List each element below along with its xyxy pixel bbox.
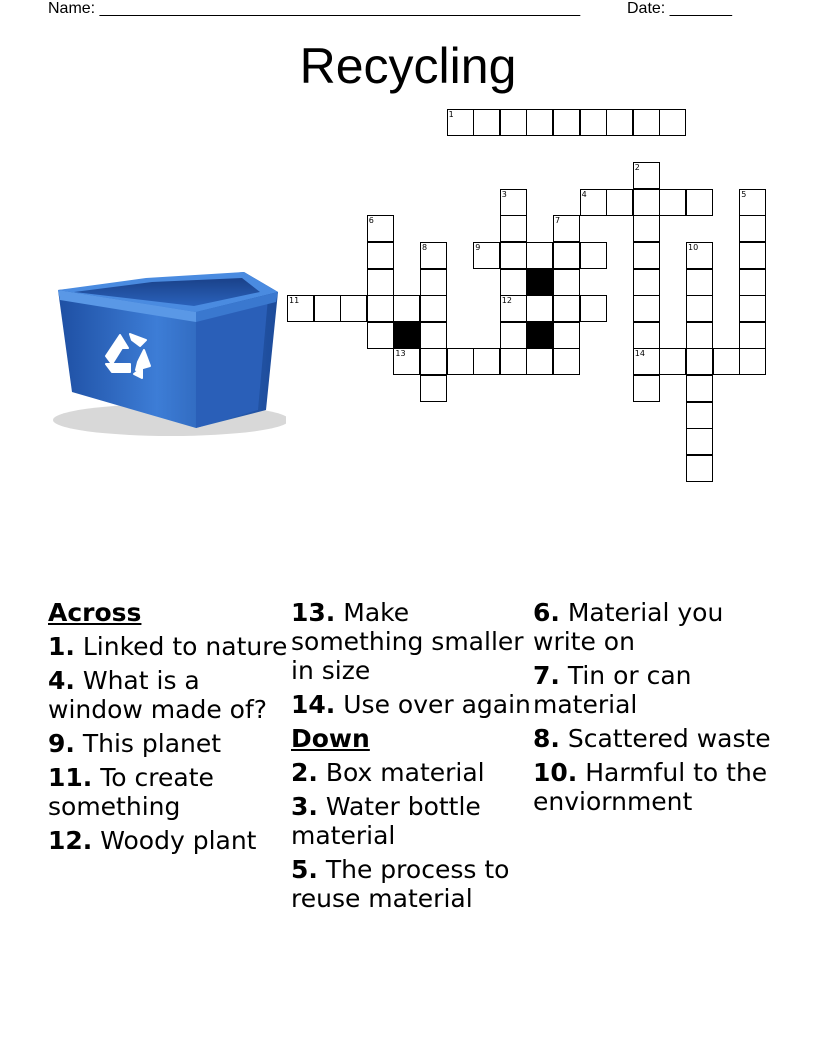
name-line: ______________________________________________________ (99, 0, 581, 17)
clue-across-11: 11. To create something (48, 763, 214, 821)
answer-cell[interactable] (739, 189, 766, 216)
answer-cell[interactable] (686, 348, 713, 375)
answer-cell[interactable] (633, 109, 660, 136)
clue-down-6: 6. Material you write on (533, 598, 724, 656)
answer-cell[interactable] (686, 455, 713, 482)
answer-cell[interactable] (340, 295, 367, 322)
clue-number: 4 (581, 189, 587, 199)
answer-cell[interactable] (633, 242, 660, 269)
clue-across-12: 12. Woody plant (48, 826, 257, 855)
answer-cell[interactable] (393, 348, 420, 375)
answer-cell[interactable] (686, 269, 713, 296)
answer-cell[interactable] (420, 348, 447, 375)
answer-cell[interactable] (500, 348, 527, 375)
answer-cell[interactable] (367, 322, 394, 349)
answer-cell[interactable] (500, 242, 527, 269)
clue-number: 11 (289, 296, 300, 306)
answer-cell[interactable] (500, 295, 527, 322)
answer-cell[interactable] (633, 295, 660, 322)
clue-down-5: 5. The process to reuse material (291, 855, 510, 913)
answer-cell[interactable] (367, 269, 394, 296)
clue-down-2: 2. Box material (291, 758, 485, 787)
clue-number: 13 (395, 349, 406, 359)
answer-cell[interactable] (659, 109, 686, 136)
answer-cell[interactable] (686, 242, 713, 269)
name-label: Name: (48, 0, 96, 17)
answer-cell[interactable] (500, 189, 527, 216)
clue-number: 2 (634, 163, 640, 173)
answer-cell[interactable] (606, 109, 633, 136)
answer-cell[interactable] (473, 348, 500, 375)
answer-cell[interactable] (367, 295, 394, 322)
answer-cell[interactable] (526, 109, 553, 136)
answer-cell[interactable] (633, 322, 660, 349)
clue-number: 12 (501, 296, 512, 306)
answer-cell[interactable] (633, 348, 660, 375)
answer-cell[interactable] (420, 375, 447, 402)
clue-down-8: 8. Scattered waste (533, 724, 771, 753)
answer-cell[interactable] (367, 242, 394, 269)
answer-cell[interactable] (553, 109, 580, 136)
answer-cell[interactable] (420, 322, 447, 349)
answer-cell[interactable] (633, 375, 660, 402)
black-cell (526, 322, 553, 349)
answer-cell[interactable] (686, 189, 713, 216)
down-heading: Down (291, 724, 370, 753)
answer-cell[interactable] (287, 295, 314, 322)
answer-cell[interactable] (686, 402, 713, 429)
clue-across-14: 14. Use over again (291, 690, 531, 719)
answer-cell[interactable] (526, 348, 553, 375)
answer-cell[interactable] (553, 295, 580, 322)
black-cell (526, 269, 553, 296)
answer-cell[interactable] (553, 322, 580, 349)
answer-cell[interactable] (739, 322, 766, 349)
answer-cell[interactable] (447, 109, 474, 136)
clue-across-4: 4. What is a window made of? (48, 666, 268, 724)
answer-cell[interactable] (500, 269, 527, 296)
answer-cell[interactable] (606, 189, 633, 216)
recycle-bin-icon (46, 260, 286, 445)
answer-cell[interactable] (473, 242, 500, 269)
answer-cell[interactable] (314, 295, 341, 322)
answer-cell[interactable] (633, 269, 660, 296)
answer-cell[interactable] (633, 215, 660, 242)
clue-across-1: 1. Linked to nature (48, 632, 288, 661)
answer-cell[interactable] (393, 295, 420, 322)
answer-cell[interactable] (686, 428, 713, 455)
across-heading: Across (48, 598, 142, 627)
answer-cell[interactable] (580, 109, 607, 136)
answer-cell[interactable] (553, 215, 580, 242)
answer-cell[interactable] (633, 162, 660, 189)
answer-cell[interactable] (659, 189, 686, 216)
answer-cell[interactable] (739, 269, 766, 296)
clue-column-1 (48, 598, 288, 860)
answer-cell[interactable] (580, 189, 607, 216)
answer-cell[interactable] (739, 242, 766, 269)
clue-down-10: 10. Harmful to the enviornment (533, 758, 768, 816)
answer-cell[interactable] (633, 189, 660, 216)
answer-cell[interactable] (447, 348, 474, 375)
answer-cell[interactable] (713, 348, 740, 375)
clue-number: 8 (422, 243, 428, 252)
answer-cell[interactable] (420, 242, 447, 269)
answer-cell[interactable] (739, 295, 766, 322)
date-line: _______ (669, 0, 732, 17)
clue-number: 1 (448, 110, 454, 119)
answer-cell[interactable] (367, 215, 394, 242)
answer-cell[interactable] (553, 348, 580, 375)
answer-cell[interactable] (500, 109, 527, 136)
clue-down-3: 3. Water bottle material (291, 792, 481, 850)
answer-cell[interactable] (553, 242, 580, 269)
date-label: Date: (627, 0, 666, 17)
answer-cell[interactable] (553, 269, 580, 296)
page-title: Recycling (299, 38, 517, 94)
clue-across-9: 9. This planet (48, 729, 222, 758)
answer-cell[interactable] (473, 109, 500, 136)
answer-cell[interactable] (500, 322, 527, 349)
answer-cell[interactable] (686, 322, 713, 349)
clue-down-7: 7. Tin or can material (533, 661, 692, 719)
answer-cell[interactable] (686, 375, 713, 402)
answer-cell[interactable] (420, 269, 447, 296)
clue-number: 5 (741, 189, 747, 199)
clue-number: 14 (634, 349, 645, 359)
clue-number: 7 (555, 216, 561, 226)
answer-cell[interactable] (739, 348, 766, 375)
answer-cell[interactable] (686, 295, 713, 322)
clue-number: 3 (501, 189, 507, 199)
black-cell (393, 322, 420, 349)
answer-cell[interactable] (580, 295, 607, 322)
answer-cell[interactable] (580, 242, 607, 269)
clue-number: 10 (688, 243, 699, 252)
clue-column-2 (291, 598, 531, 918)
answer-cell[interactable] (526, 242, 553, 269)
clue-number: 9 (475, 243, 481, 252)
answer-cell[interactable] (500, 215, 527, 242)
answer-cell[interactable] (739, 215, 766, 242)
clue-across-13: 13. Make something smaller in size (291, 598, 524, 685)
clue-column-3 (533, 598, 773, 821)
clue-number: 6 (368, 216, 374, 226)
answer-cell[interactable] (420, 295, 447, 322)
answer-cell[interactable] (526, 295, 553, 322)
answer-cell[interactable] (659, 348, 686, 375)
